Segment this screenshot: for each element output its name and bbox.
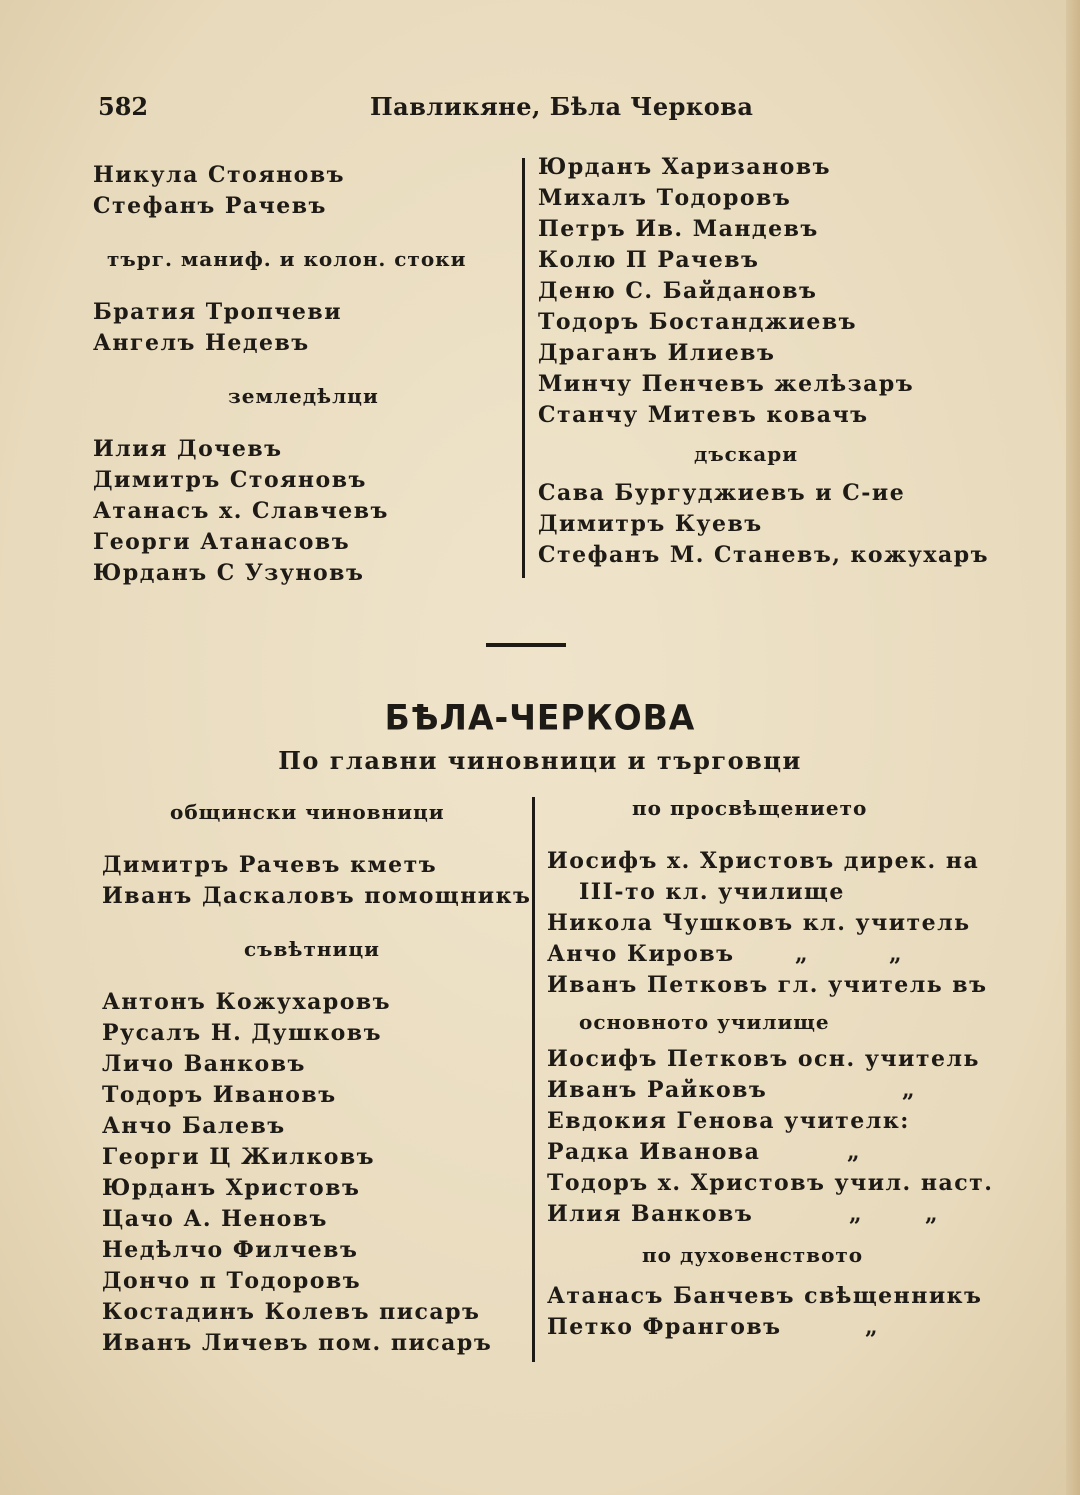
- caption-officials: общински чиновници: [170, 800, 445, 824]
- name-line: Михалъ Тодоровъ: [538, 185, 792, 211]
- name-line: Илия Дочевъ: [93, 436, 283, 462]
- bottom-right-column: [547, 793, 994, 1343]
- ditto-mark: „: [925, 1201, 940, 1227]
- name-line-continuation: основното училище: [579, 1010, 830, 1034]
- name-line: Иосифъ Петковъ осн. учитель: [547, 1046, 980, 1072]
- caption-education: по просвѣщението: [632, 796, 868, 820]
- name-line-with-ditto: [547, 1199, 987, 1230]
- caption-boards: дъскари: [694, 442, 799, 466]
- name-line-with-ditto: [547, 1137, 987, 1168]
- top-right-column: [538, 152, 990, 571]
- name-line: Антонъ Кожухаровъ: [102, 989, 392, 1015]
- name-text: Радка Иванова: [547, 1139, 761, 1165]
- name-text: Илия Ванковъ: [547, 1201, 754, 1227]
- name-line: Тодоръ Ивановъ: [102, 1082, 337, 1108]
- name-line: Никола Чушковъ кл. учитель: [547, 910, 971, 936]
- name-line: Юрданъ С Узуновъ: [93, 560, 365, 586]
- column-rule: [532, 797, 535, 1362]
- name-line: Иванъ Личевъ пом. писаръ: [102, 1330, 493, 1356]
- name-line: Димитръ Куевъ: [538, 511, 763, 537]
- name-line: Драганъ Илиевъ: [538, 340, 776, 366]
- name-line: Стефанъ Рачевъ: [93, 193, 327, 219]
- name-line: Евдокия Генова учителк:: [547, 1108, 910, 1134]
- name-line-with-ditto: [547, 939, 987, 970]
- name-line: Минчу Пенчевъ желѣзаръ: [538, 371, 915, 397]
- column-rule: [522, 158, 525, 578]
- caption-clergy: по духовенството: [642, 1243, 864, 1267]
- section-title: БѢЛА-ЧЕРКОВА: [384, 697, 696, 738]
- name-line: Петръ Ив. Мандевъ: [538, 216, 819, 242]
- name-line: Иванъ Даскаловъ помощникъ: [102, 883, 532, 909]
- name-line: Недѣлчо Филчевъ: [102, 1237, 359, 1263]
- name-line-with-ditto: [547, 1312, 987, 1343]
- page-number: 582: [98, 92, 149, 121]
- name-line: Деню С. Байдановъ: [538, 278, 818, 304]
- ditto-mark: „: [847, 1139, 862, 1165]
- name-line: Анчо Балевъ: [102, 1113, 286, 1139]
- name-line: Братия Тропчеви: [93, 299, 343, 325]
- name-line: Станчу Митевъ ковачъ: [538, 402, 869, 428]
- name-line: Никула Стояновъ: [93, 162, 346, 188]
- name-line: Колю П Рачевъ: [538, 247, 760, 273]
- name-line: Личо Ванковъ: [102, 1051, 306, 1077]
- name-line: Георги Ц Жилковъ: [102, 1144, 376, 1170]
- caption-farmers: земледѣлци: [228, 384, 379, 408]
- ditto-mark: „: [902, 1077, 917, 1103]
- name-line: Костадинъ Колевъ писаръ: [102, 1299, 481, 1325]
- name-line: Димитръ Рачевъ кметъ: [102, 852, 438, 878]
- name-line: Иванъ Петковъ гл. учитель въ: [547, 972, 988, 998]
- name-line: Атанасъ х. Славчевъ: [93, 498, 389, 524]
- name-line: Стефанъ М. Станевъ, кожухаръ: [538, 542, 990, 568]
- top-left-column: [93, 160, 513, 589]
- name-line: Дончо п Тодоровъ: [102, 1268, 362, 1294]
- name-text: Анчо Кировъ: [547, 941, 735, 967]
- name-line: Цачо А. Неновъ: [102, 1206, 328, 1232]
- page-header: [98, 92, 938, 132]
- ditto-mark: „: [849, 1201, 864, 1227]
- name-line-continuation: III-то кл. училище: [579, 879, 845, 905]
- section-separator: [486, 643, 566, 647]
- name-line: Тодоръ х. Христовъ учил. наст.: [547, 1170, 994, 1196]
- name-line: Ангелъ Недевъ: [93, 330, 310, 356]
- name-line: Георги Атанасовъ: [93, 529, 351, 555]
- section-subtitle: По главни чиновници и търговци: [278, 746, 802, 775]
- ditto-mark: „: [889, 941, 904, 967]
- ditto-mark: „: [795, 941, 810, 967]
- name-line: Сава Бургуджиевъ и С-ие: [538, 480, 906, 506]
- name-line: Димитръ Стояновъ: [93, 467, 367, 493]
- name-line: Атанасъ Банчевъ свѣщенникъ: [547, 1283, 983, 1309]
- ditto-mark: „: [865, 1314, 880, 1340]
- running-head: Павликяне, Бѣла Черкова: [370, 92, 754, 121]
- bottom-left-column: [102, 797, 532, 1359]
- name-line: Тодоръ Бостанджиевъ: [538, 309, 858, 335]
- name-text: Иванъ Райковъ: [547, 1077, 768, 1103]
- name-line: Иосифъ х. Христовъ дирек. на: [547, 848, 980, 874]
- name-text: Петко Франговъ: [547, 1314, 782, 1340]
- name-line: Русалъ Н. Душковъ: [102, 1020, 382, 1046]
- name-line-with-ditto: [547, 1075, 987, 1106]
- name-line: Юрданъ Харизановъ: [538, 154, 832, 180]
- caption-councillors: съвѣтници: [244, 937, 380, 961]
- name-line: Юрданъ Христовъ: [102, 1175, 361, 1201]
- caption-trade: търг. маниф. и колон. стоки: [107, 247, 467, 271]
